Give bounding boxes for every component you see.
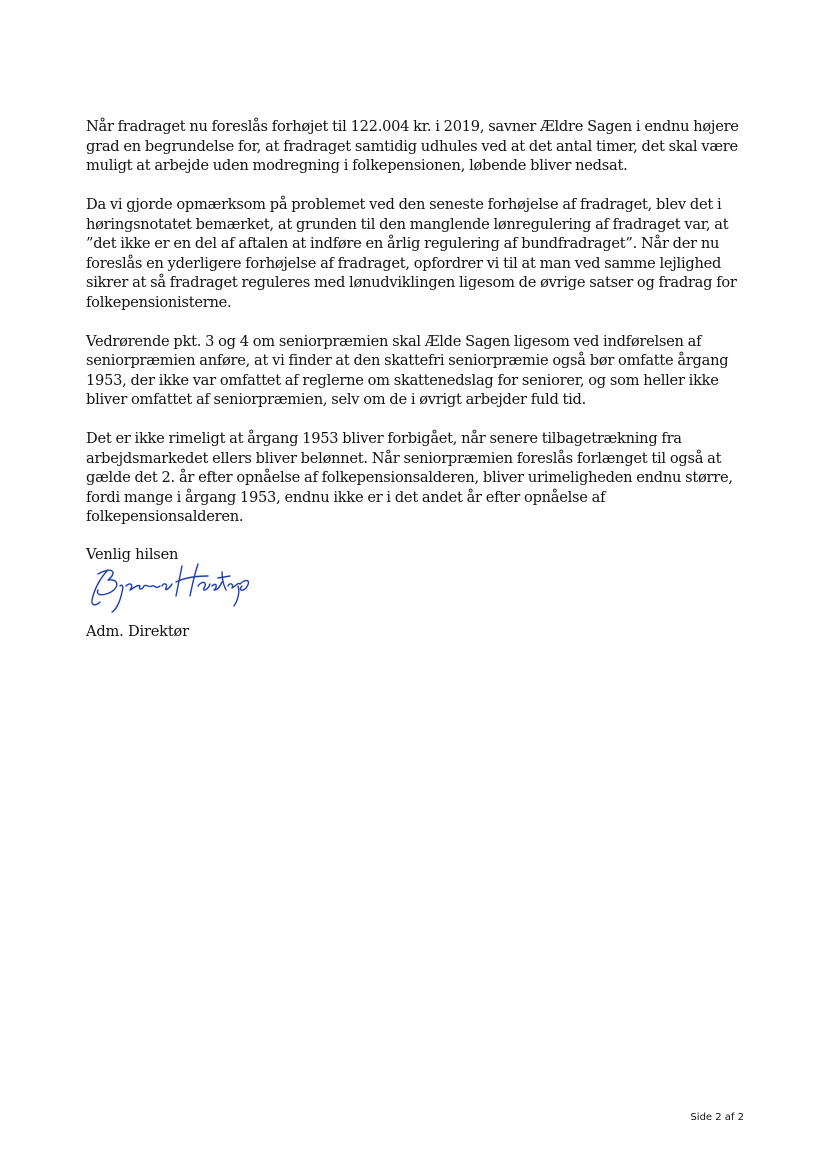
handwritten-signature bbox=[86, 556, 261, 616]
letter-body bbox=[86, 117, 756, 546]
paragraph-1: Når fradraget nu foreslås forhøjet til 122.004 kr. i 2019, savner Ældre Sagen i endnu højere grad en begrundelse for, at fradraget samtidig udhules ved at det antal timer, det skal være muligt at arbejde uden modregning i folkepensionen, løbende bliver nedsat. bbox=[86, 118, 739, 174]
closing-greeting: Venlig hilsen bbox=[86, 546, 179, 563]
paragraph-4: Det er ikke rimeligt at årgang 1953 bliver forbigået, når senere tilbagetrækning fra arbejdsmarkedet ellers bliver belønnet. Når seniorpræmien foreslås forlænget til også at gælde det 2. år efter opnåelse af folkepensionsalderen, bliver urimeligheden endnu større, fordi mange i årgang 1953, endnu ikke er i det andet år efter opnåelse af folkepensionsalderen. bbox=[86, 430, 733, 525]
paragraph-2: Da vi gjorde opmærksom på problemet ved den seneste forhøjelse af fradraget, blev det i høringsnotatet bemærket, at grunden til den manglende lønregulering af fradraget var, at ”det ikke er en del af aftalen at indføre en årlig regulering af bundfradraget”. Når der nu foreslås en yderligere forhøjelse af fradraget, opfordrer vi til at man ved samme lejlighed sikrer at så fradraget reguleres med lønudviklingen ligesom de øvrige satser og fradrag for folkepensionisterne. bbox=[86, 196, 737, 311]
page-number: Side 2 af 2 bbox=[690, 1112, 744, 1123]
paragraph-3: Vedrørende pkt. 3 og 4 om seniorpræmien skal Ælde Sagen ligesom ved indførelsen af seniorpræmien anføre, at vi finder at den skattefri seniorpræmie også bør omfatte årgang 1953, der ikke var omfattet af reglerne om skattenedslag for seniorer, og som heller ikke bliver omfattet af seniorpræmien, selv om de i øvrigt arbejder fuld tid. bbox=[86, 332, 729, 408]
signer-title: Adm. Direktør bbox=[86, 623, 189, 640]
